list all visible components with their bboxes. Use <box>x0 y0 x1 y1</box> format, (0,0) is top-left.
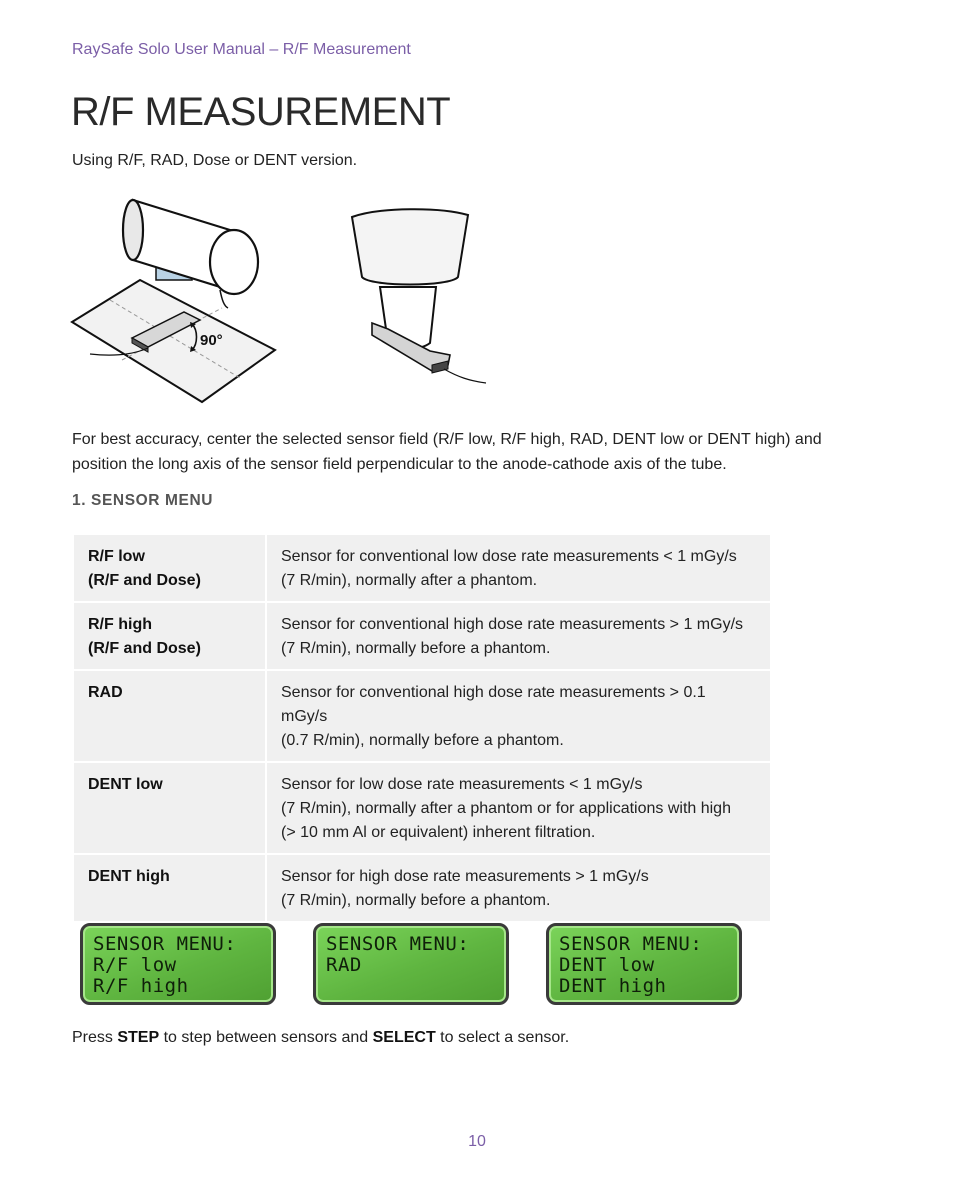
lcd-display-dent <box>546 923 742 1005</box>
lcd-line: DENT low <box>559 954 655 976</box>
lcd-line: R/F high <box>93 975 189 997</box>
section-heading: 1. SENSOR MENU <box>72 492 214 509</box>
lcd-display-rad <box>313 923 509 1005</box>
lcd-line: DENT high <box>559 975 667 997</box>
lcd-line: RAD <box>326 954 362 976</box>
step-key: STEP <box>117 1029 160 1046</box>
sensor-table <box>72 533 772 923</box>
table-row <box>73 534 771 602</box>
lcd-line: SENSOR MENU: <box>326 933 470 955</box>
angle-label: 90° <box>200 332 223 349</box>
sensor-description: Sensor for high dose rate measurements > 1 mGy/s (7 R/min), normally before a phantom. <box>266 854 771 922</box>
lcd-line: SENSOR MENU: <box>559 933 703 955</box>
page-title: R/F MEASUREMENT <box>71 90 451 134</box>
page-number: 10 <box>468 1133 486 1150</box>
sensor-description: Sensor for conventional low dose rate measurements < 1 mGy/s (7 R/min), normally after a phantom. <box>266 534 771 602</box>
table-row <box>73 854 771 922</box>
version-note: Using R/F, RAD, Dose or DENT version. <box>72 152 358 169</box>
table-row <box>73 670 771 762</box>
tube-positioning-figure <box>70 190 280 410</box>
sensor-description: Sensor for low dose rate measurements < 1 mGy/s (7 R/min), normally after a phantom or for applications with high (> 10 mm Al or equivalent) inherent filtration. <box>266 762 771 854</box>
select-key: SELECT <box>372 1029 436 1046</box>
sensor-description: Sensor for conventional high dose rate measurements > 0.1 mGy/s (0.7 R/min), normally before a phantom. <box>266 670 771 762</box>
lcd-line: R/F low <box>93 954 177 976</box>
sensor-name: DENT high <box>73 854 266 922</box>
running-header: RaySafe Solo User Manual – R/F Measurement <box>72 41 411 58</box>
positioning-paragraph: For best accuracy, center the selected sensor field (R/F low, R/F high, RAD, DENT low or DENT high) and position the long axis of the sensor field perpendicular to the anode-cathode axis of the tube. <box>72 431 822 473</box>
lcd-line: SENSOR MENU: <box>93 933 237 955</box>
table-row <box>73 602 771 670</box>
table-row <box>73 762 771 854</box>
sensor-name: DENT low <box>73 762 266 854</box>
sensor-name: RAD <box>73 670 266 762</box>
dental-positioning-figure <box>340 205 490 390</box>
sensor-name: R/F high (R/F and Dose) <box>73 602 266 670</box>
sensor-description: Sensor for conventional high dose rate measurements > 1 mGy/s (7 R/min), normally before a phantom. <box>266 602 771 670</box>
sensor-name: R/F low (R/F and Dose) <box>73 534 266 602</box>
lcd-display-rf <box>80 923 276 1005</box>
instruction-text: Press STEP to step between sensors and SELECT to select a sensor. <box>72 1029 570 1046</box>
